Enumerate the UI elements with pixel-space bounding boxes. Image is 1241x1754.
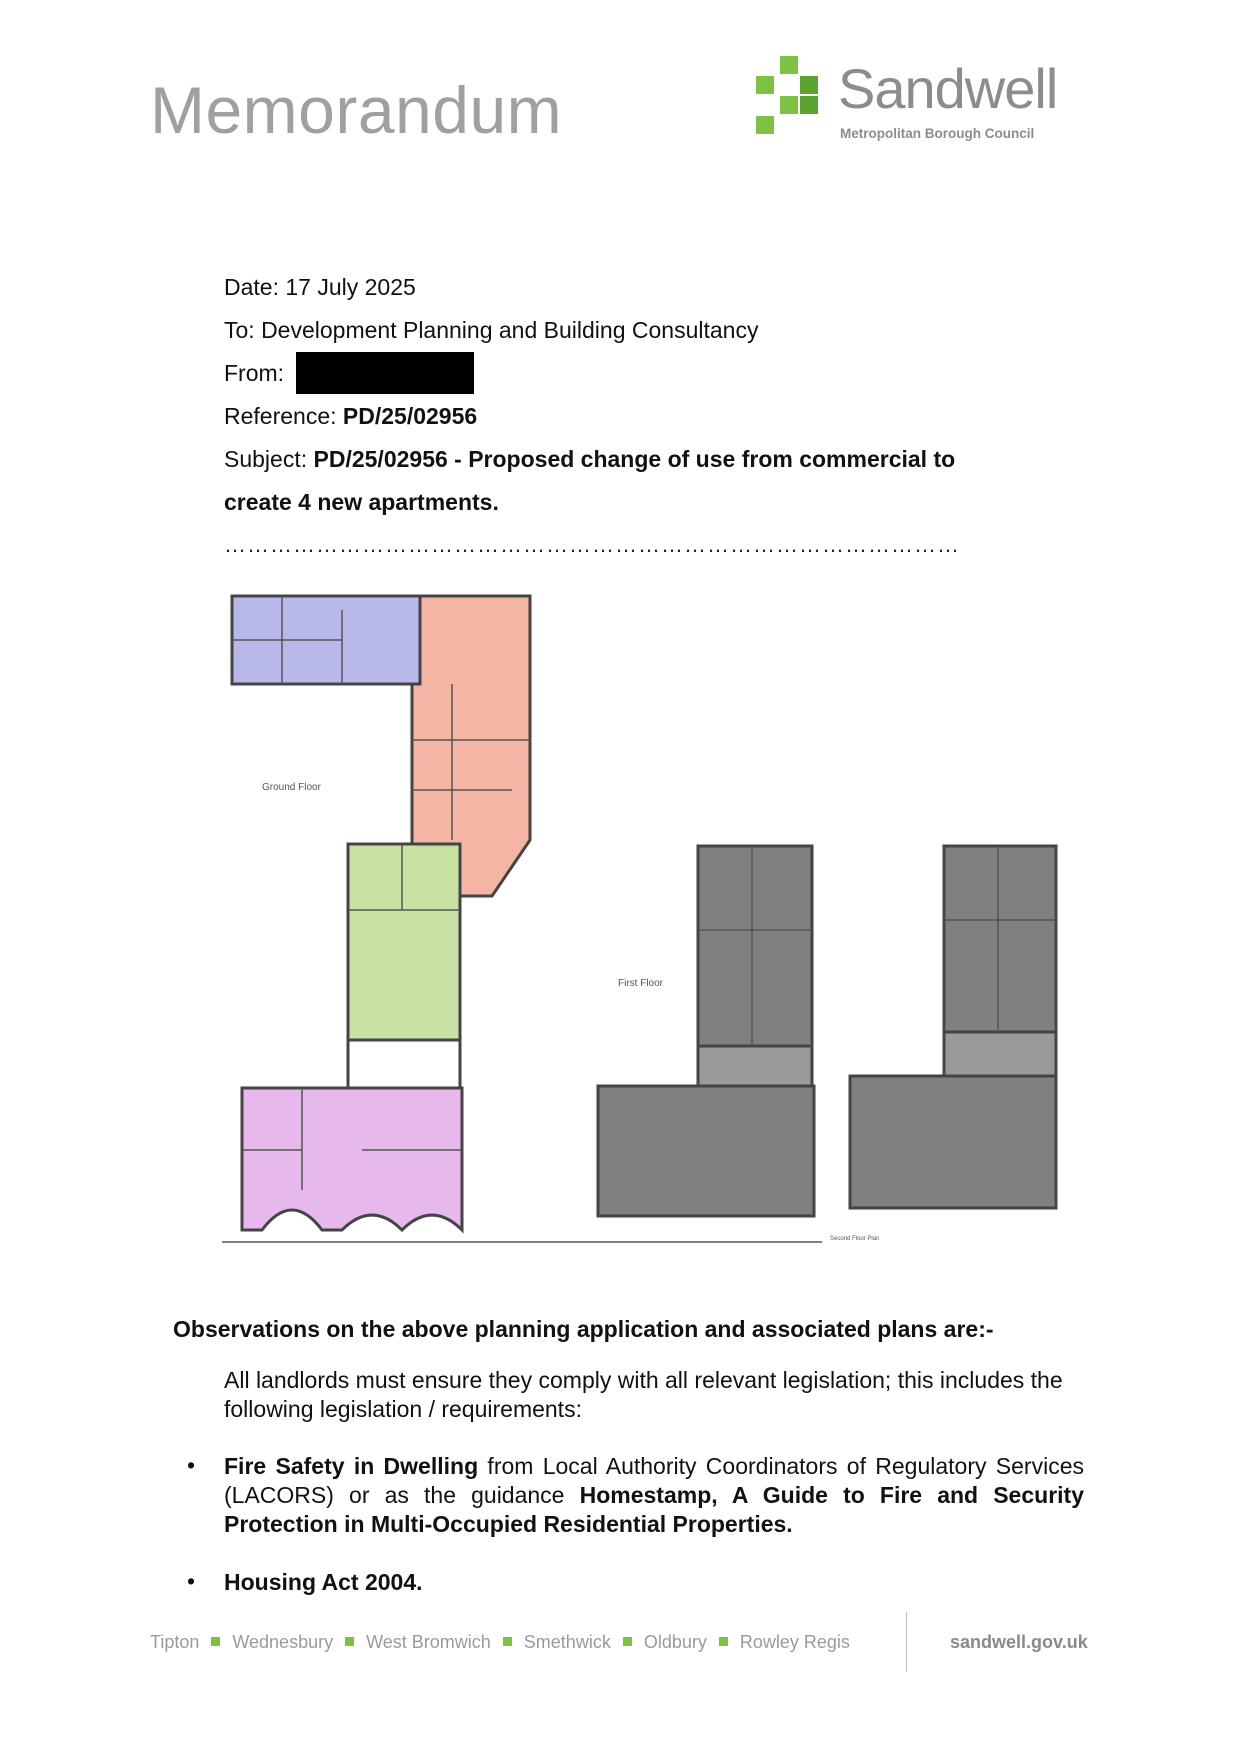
ground-flat-4 <box>242 1088 462 1230</box>
sandwell-logo <box>756 56 1088 148</box>
footer-town: Tipton <box>150 1632 200 1652</box>
bullet-1-text <box>224 1452 1084 1539</box>
second-floor-stair <box>944 1032 1056 1076</box>
floor-plan-drawing <box>222 590 1062 1262</box>
bullet-2-text <box>224 1568 1084 1597</box>
ground-floor-label: Ground Floor <box>262 782 321 793</box>
footer-town: West Bromwich <box>366 1632 491 1652</box>
footer-town: Oldbury <box>643 1632 707 1652</box>
footer-town: Smethwick <box>523 1632 611 1652</box>
first-floor-stair <box>698 1046 812 1086</box>
subject-label: Subject: <box>224 446 308 472</box>
footer-town: Rowley Regis <box>739 1632 850 1652</box>
footer-town: Wednesbury <box>232 1632 334 1652</box>
second-floor-upper <box>944 846 1056 1032</box>
first-floor-upper <box>698 846 812 1046</box>
observations-intro: All landlords must ensure they comply with all relevant legislation; this includes the following legislation / requirements: <box>224 1367 1063 1422</box>
footer-website[interactable]: sandwell.gov.uk <box>950 1632 1088 1652</box>
second-floor-lower <box>850 1076 1056 1208</box>
observations-heading: Observations on the above planning application and associated plans are:- <box>173 1316 994 1342</box>
subject-line-2: create 4 new apartments. <box>224 489 499 515</box>
memo-date: Date: 17 July 2025 <box>224 274 416 300</box>
memo-reference <box>224 401 477 431</box>
first-floor-lower <box>598 1086 814 1216</box>
bullet-2-marker: • <box>187 1568 196 1594</box>
memo-title: Memorandum <box>150 73 563 147</box>
memo-to: To: Development Planning and Building Consultancy <box>224 317 759 343</box>
ground-corridor <box>348 1040 460 1088</box>
reference-label: Reference: <box>224 403 337 429</box>
subject-line-1: PD/25/02956 - Proposed change of use from commercial to <box>313 446 956 472</box>
memo-subject <box>224 444 955 474</box>
bullet-2-bold: Housing Act 2004. <box>224 1569 423 1595</box>
first-floor-label: First Floor <box>618 978 663 989</box>
bullet-1-bold-2: Homestamp, A Guide to Fire and Security Protection in Multi-Occupied Residential Properties. <box>224 1482 1084 1537</box>
bullet-1-bold-1: Fire Safety in Dwelling <box>224 1453 479 1479</box>
bullet-1-normal: from Local Authority Coordinators of Regulatory Services (LACORS) or as the guidance <box>224 1453 1084 1508</box>
second-floor-label: Second Floor Plan <box>830 1236 880 1242</box>
ground-flat-3 <box>348 844 460 1040</box>
logo-name: Sandwell <box>838 57 1058 120</box>
separator-dots: …………………………………………………………………………………… <box>224 532 960 557</box>
memo-subject-cont <box>224 487 499 517</box>
bullet-1-marker: • <box>187 1452 196 1478</box>
memo-from-label: From: <box>224 360 285 386</box>
footer-divider <box>906 1612 907 1672</box>
footer-towns <box>150 1632 850 1653</box>
redaction-box <box>296 352 474 394</box>
logo-subtitle: Metropolitan Borough Council <box>840 126 1035 141</box>
reference-value: PD/25/02956 <box>342 403 478 429</box>
